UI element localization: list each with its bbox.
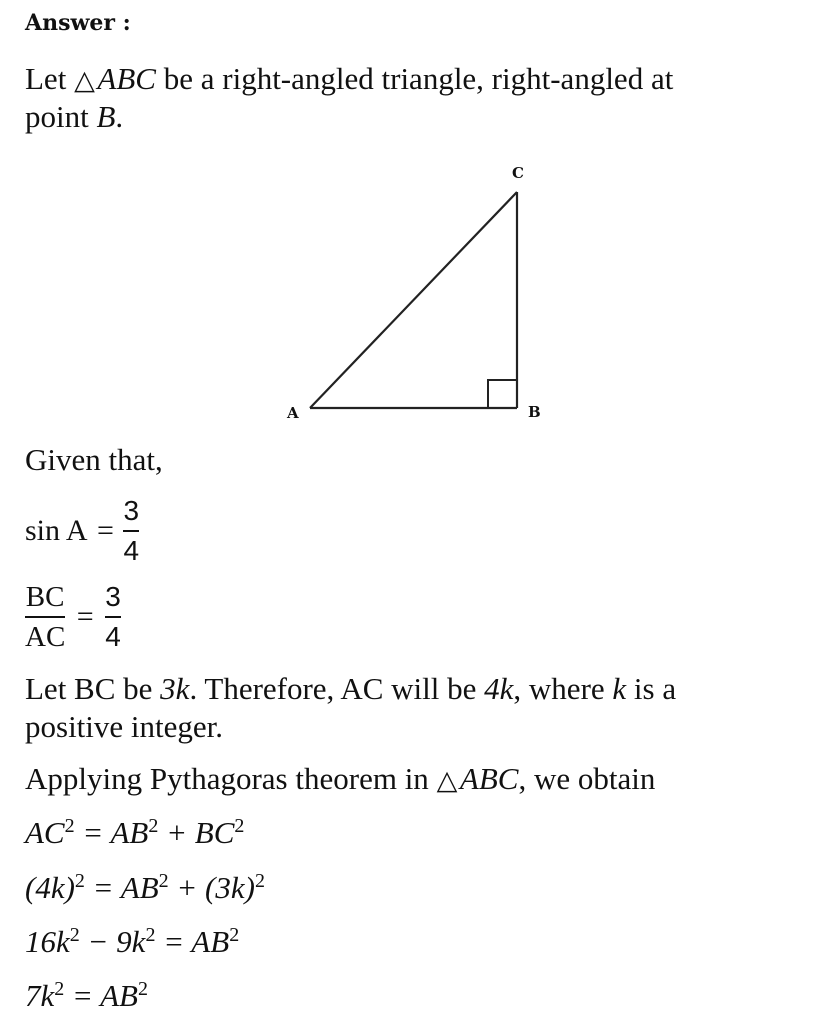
equation-3	[25, 923, 239, 961]
sin-lhs: sin A	[25, 514, 88, 547]
eq-term: + (3k)	[168, 870, 255, 905]
eq-term: = AB	[74, 815, 149, 850]
fraction-bar	[105, 616, 121, 618]
vertex-label-c: C	[512, 164, 524, 182]
triangle-symbol: △	[74, 65, 95, 96]
fraction-bar	[123, 530, 139, 532]
eq-term: = AB	[155, 924, 230, 959]
exponent: 2	[234, 815, 245, 837]
eq-term: (4k)	[25, 870, 75, 905]
answer-heading: Answer :	[25, 10, 131, 36]
intro-text: point	[25, 99, 97, 134]
exponent: 2	[158, 870, 169, 892]
eq-term: − 9k	[79, 924, 146, 959]
exponent: 2	[64, 815, 75, 837]
applying-line	[25, 760, 655, 800]
let-bc-line-2: positive integer.	[25, 709, 224, 744]
triangle-diagram	[0, 0, 817, 440]
sin-fraction	[123, 494, 139, 568]
triangle-name: ABC	[459, 761, 519, 796]
equation-4	[25, 977, 148, 1015]
eq-term: 16k	[25, 924, 70, 959]
math-value: 3k	[160, 671, 190, 706]
given-text: Given that,	[25, 442, 163, 477]
fraction-numerator: BC	[25, 581, 65, 613]
intro-text: Let	[25, 61, 75, 96]
body-text: , where	[513, 671, 613, 706]
intro-text: .	[115, 99, 124, 134]
fraction-denominator: AC	[25, 621, 66, 653]
exponent: 2	[54, 978, 65, 1000]
body-text: is a	[626, 671, 677, 706]
body-text: , we obtain	[518, 761, 656, 796]
eq-term: 7k	[25, 978, 55, 1013]
triangle-svg	[0, 0, 817, 440]
equals-sign: =	[97, 514, 114, 547]
equation-1	[25, 814, 244, 852]
equals-sign: =	[76, 600, 94, 633]
fraction-bar	[25, 616, 65, 618]
point-name: B	[96, 99, 116, 134]
exponent: 2	[69, 924, 80, 946]
fraction-denominator: 4	[123, 535, 140, 566]
exponent: 2	[145, 924, 156, 946]
exponent: 2	[138, 978, 148, 1000]
exponent: 2	[254, 870, 265, 892]
sin-equation	[25, 494, 139, 568]
right-angle-marker	[488, 380, 517, 408]
exponent: 2	[148, 815, 159, 837]
exponent: 2	[74, 870, 85, 892]
math-value: k	[612, 671, 627, 706]
ratio-lhs-fraction	[25, 580, 65, 654]
triangle-name: ABC	[97, 61, 156, 96]
triangle-symbol: △	[436, 765, 458, 796]
math-value: 4k	[484, 671, 514, 706]
ratio-rhs-fraction	[105, 580, 121, 654]
fraction-numerator: 3	[105, 581, 121, 612]
fraction-numerator: 3	[123, 495, 140, 526]
intro-text: be a right-angled triangle, right-angled at	[155, 61, 674, 96]
eq-term: + BC	[158, 815, 235, 850]
eq-term: = AB	[64, 978, 138, 1013]
body-text: Let BC be	[25, 671, 161, 706]
body-text: . Therefore, AC will be	[189, 671, 485, 706]
exponent: 2	[229, 924, 240, 946]
equation-2	[25, 869, 265, 907]
ratio-equation	[25, 580, 121, 654]
eq-term: = AB	[84, 870, 159, 905]
side-ac	[310, 192, 517, 408]
let-bc-line-1	[25, 670, 676, 708]
eq-term: AC	[25, 815, 65, 850]
body-text: Applying Pythagoras theorem in	[25, 761, 437, 796]
vertex-label-a: A	[287, 404, 299, 422]
vertex-label-b: B	[528, 403, 541, 421]
fraction-denominator: 4	[105, 621, 121, 652]
